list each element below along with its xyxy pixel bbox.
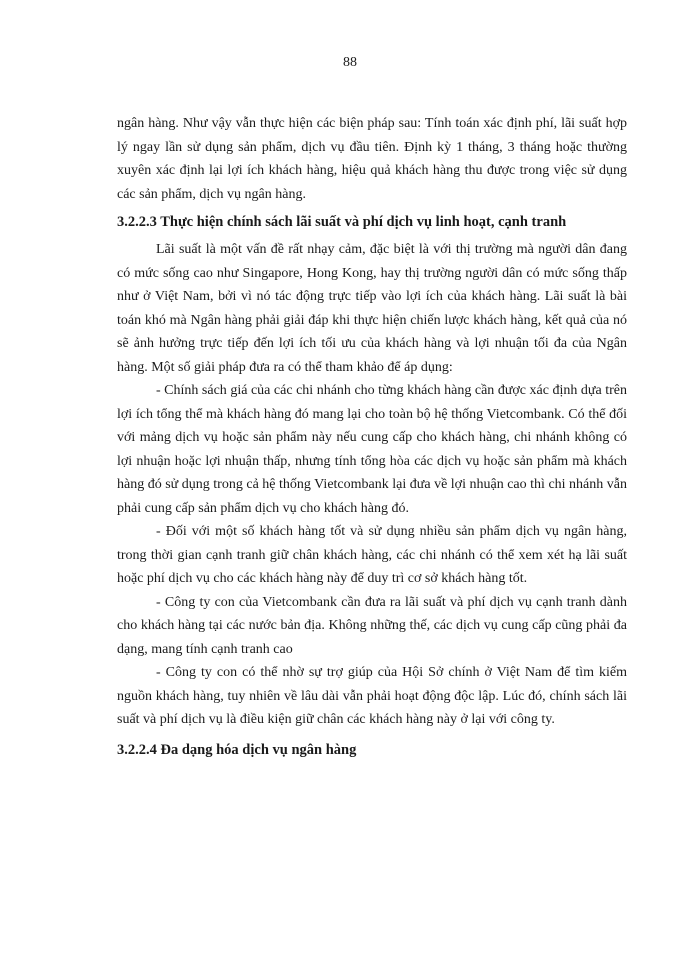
page-number: 88 (343, 55, 357, 70)
paragraph-continuation: ngân hàng. Như vậy vẫn thực hiện các biện pháp sau: Tính toán xác định phí, lãi suất hợp lý ngay lần sử dụng sản phẩm, dịch vụ đầu tiên. Định kỳ 1 tháng, 3 tháng hoặc thường xuyên xác định lại lợi ích khách hàng, hiệu quả khách hàng thu được trong việc sử dụng các sản phẩm, dịch vụ ngân hàng. (117, 116, 627, 202)
section-heading-3-2-2-4: 3.2.2.4 Đa dạng hóa dịch vụ ngân hàng (117, 741, 357, 758)
paragraph-interest-rate-intro: Lãi suất là một vấn đề rất nhạy cảm, đặc biệt là với thị trường mà người dân đang có mức sống cao như Singapore, Hong Kong, hay thị trường người dân có mức sống thấp như ở Việt Nam, bởi vì nó tác động trực tiếp vào lợi ích của khách hàng. Lãi suất là bài toán khó mà Ngân hàng phải giải đáp khi thực hiện chiến lược khách hàng, kết quả của nó sẽ ảnh hưởng trực tiếp đến lợi ích tối ưu của khách hàng và lợi nhuận tối đa của Ngân hàng. Một số giải pháp đưa ra có thể tham khảo để áp dụng: (117, 242, 627, 375)
section-heading-3-2-2-3: 3.2.2.3 Thực hiện chính sách lãi suất và phí dịch vụ linh hoạt, cạnh tranh (117, 214, 567, 230)
paragraph-subsidiary-rates: - Công ty con của Vietcombank cần đưa ra lãi suất và phí dịch vụ cạnh tranh dành cho khách hàng tại các nước bản địa. Không những thế, các dịch vụ cung cấp cũng phải đa dạng, mang tính cạnh tranh cao (117, 594, 627, 657)
paragraph-subsidiary-support: - Công ty con có thể nhờ sự trợ giúp của Hội Sở chính ở Việt Nam để tìm kiếm nguồn khách hàng, tuy nhiên về lâu dài vẫn phải hoạt động độc lập. Lúc đó, chính sách lãi suất và phí dịch vụ là điều kiện giữ chân các khách hàng này ở lại với công ty. (117, 665, 627, 727)
page-body (117, 112, 627, 766)
paragraph-good-customers: - Đối với một số khách hàng tốt và sử dụng nhiều sản phẩm dịch vụ ngân hàng, trong thời gian cạnh tranh giữ chân khách hàng, các chi nhánh có thể xem xét hạ lãi suất hoặc phí dịch vụ cho các khách hàng này để duy trì cơ sở khách hàng tốt. (117, 524, 627, 586)
paragraph-pricing-policy: - Chính sách giá của các chi nhánh cho từng khách hàng cần được xác định dựa trên lợi ích tổng thể mà khách hàng đó mang lại cho toàn bộ hệ thống Vietcombank. Có thể đối với mảng dịch vụ hoặc sản phẩm này nếu cung cấp cho khách hàng, chi nhánh không có lợi nhuận hoặc lợi nhuận thấp, nhưng tính tổng hòa các dịch vụ hoặc sản phẩm mà khách hàng đó sử dụng trong cả hệ thống Vietcombank lại đưa về lợi nhuận cao thì chi nhánh vẫn phải cung cấp sản phẩm dịch vụ cho khách hàng đó. (117, 383, 627, 516)
